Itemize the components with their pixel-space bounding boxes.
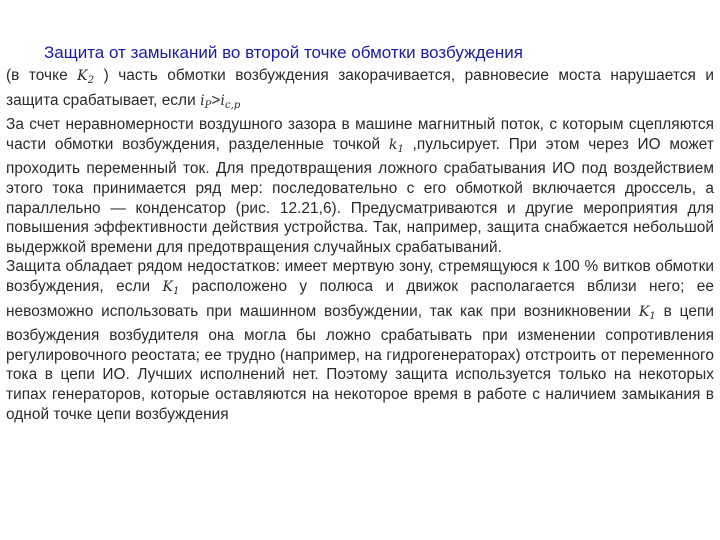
symbol-subscript: P <box>204 99 212 111</box>
text-run: расположено у полюса и движок располагается вблизи него; ее невозможно использовать при машинном возбуждении, так как при возникновении <box>6 277 714 320</box>
symbol-subscript: 2 <box>87 75 95 86</box>
symbol-subscript: 1 <box>397 143 404 155</box>
paragraph-2 <box>6 115 714 257</box>
text-run: (в точке <box>6 67 78 84</box>
text-run: ,пульсирует. При этом через ИО может проходить переменный ток. Для предотвращения ложного срабатывания ИО под воздействием этого тока принимается ряд мер: последовательно с его обмоткой включается дроссель, а параллельно — конденсатор (рис. 12.21,6). Предусматриваются и другие мероприятия для повышения эффективности действия устройства. Так, например, защита снабжается небольшой выдержкой времени для предотвращения случайных срабатываний. <box>6 135 714 256</box>
greater-than-sign: > <box>211 91 221 109</box>
text-run: ) часть обмотки возбуждения закорачивается, равновесие моста нарушается и защита срабатывает, если <box>6 67 714 109</box>
slide-title: Защита от замыканий во второй точке обмотки возбуждения <box>44 43 523 63</box>
text-run: Защита обладает рядом недостатков: имеет мертвую зону, стремящуюся к 100 % витков обмотки возбуждения, если <box>6 258 714 295</box>
body-text <box>6 66 714 424</box>
symbol-subscript: 1 <box>172 285 180 297</box>
text-run: За счет неравномерности воздушного зазора в машине магнитный поток, с которым сцепляются части обмотки возбуждения, разделенные точкой <box>6 116 714 153</box>
symbol-subscript: 1 <box>649 310 656 322</box>
paragraph-1 <box>6 66 714 115</box>
symbol-ip <box>200 93 211 109</box>
symbol-k1 <box>389 137 404 153</box>
symbol-icp <box>220 93 240 109</box>
paragraph-3 <box>6 257 714 424</box>
symbol-letter: K <box>638 303 650 320</box>
symbol-k2 <box>77 68 94 84</box>
symbol-k1 <box>639 304 656 320</box>
symbol-k1 <box>162 279 179 295</box>
symbol-letter: k <box>388 136 398 153</box>
symbol-letter: K <box>77 68 88 84</box>
symbol-letter: i <box>220 92 225 109</box>
text-run: в цепи возбуждения возбудителя она могла бы ложно срабатывать при изменении сопротивления регулировочного реостата; ее трудно (например, на гидрогенераторах) отстроить от переменного тока в цепи ИО. Лучших исполнений нет. Поэтому защита используется только на некоторых типах генераторов, которые оставляются на некоторое время в работе с наличием замыкания в одной точке цепи возбуждения <box>6 302 714 423</box>
symbol-subscript: c,p <box>224 99 241 111</box>
symbol-letter: i <box>200 92 205 109</box>
symbol-letter: K <box>162 278 173 295</box>
